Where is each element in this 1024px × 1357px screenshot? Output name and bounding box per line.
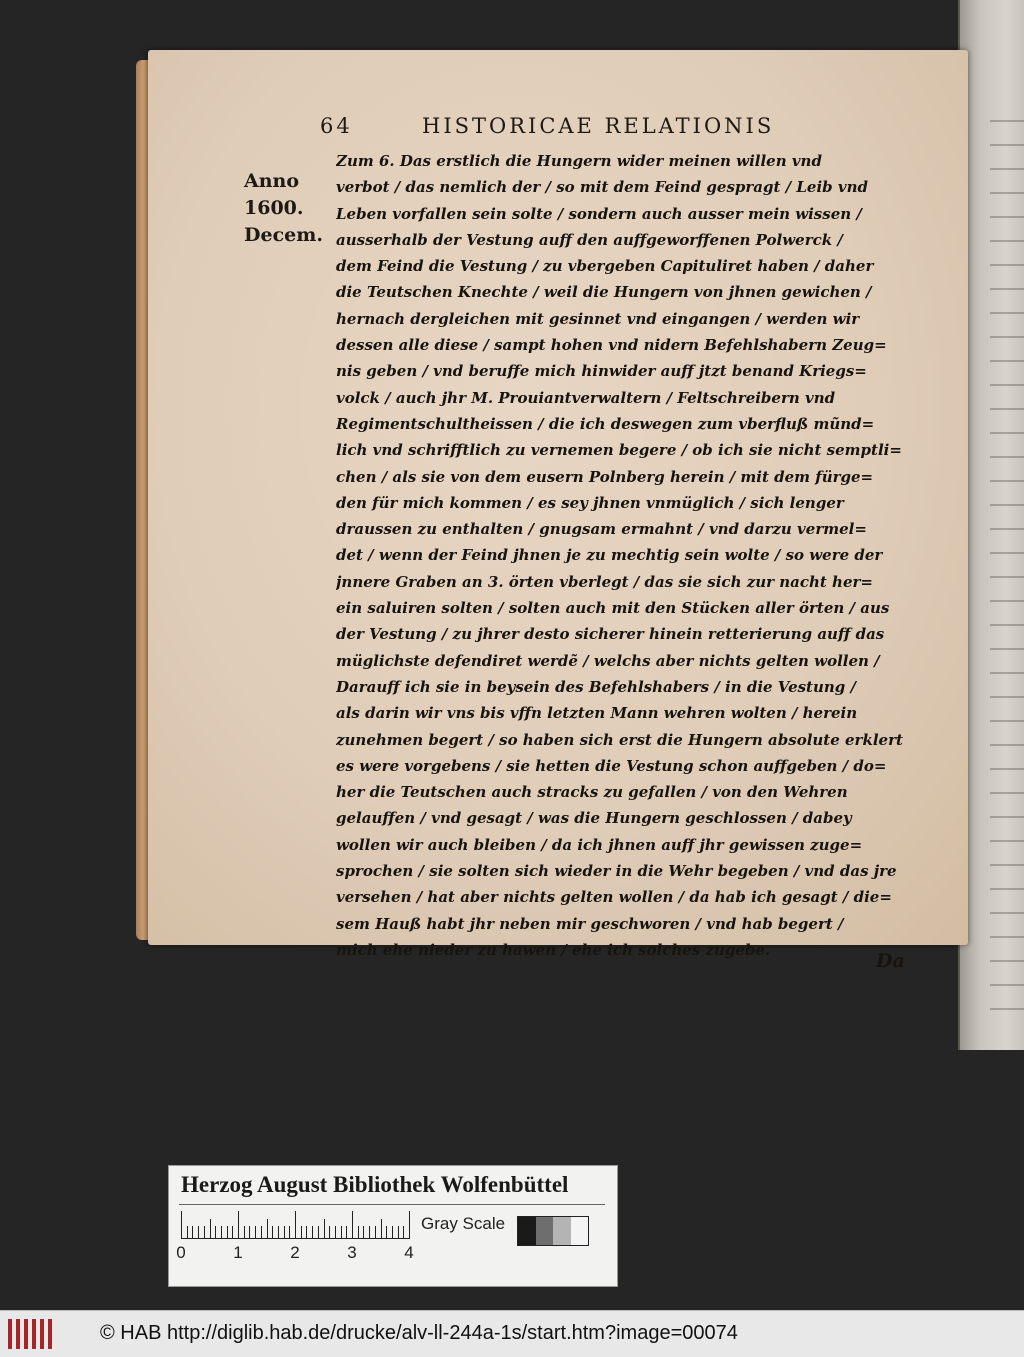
ruler-tick bbox=[329, 1226, 330, 1239]
ruler-tick bbox=[403, 1226, 404, 1239]
text-line: det / wenn der Feind jhnen je zu mechtig sein wolte / so were der bbox=[336, 546, 883, 565]
text-line: der Vestung / zu jhrer desto sicherer hinein retterierung auff das bbox=[336, 625, 885, 644]
text-line: dessen alle diese / sampt hohen vnd nidern Befehlshabern Zeug= bbox=[336, 336, 887, 355]
ruler-tick bbox=[221, 1226, 222, 1239]
gray-swatch bbox=[571, 1217, 589, 1245]
ruler-tick bbox=[187, 1226, 188, 1239]
text-line: verbot / das nemlich der / so mit dem Feind gespragt / Leib vnd bbox=[336, 178, 868, 197]
ruler-tick bbox=[358, 1226, 359, 1239]
ruler-tick bbox=[392, 1226, 393, 1239]
body-text bbox=[336, 148, 914, 963]
text-line: versehen / hat aber nichts gelten wollen / da hab ich gesagt / die= bbox=[336, 888, 892, 907]
running-title: HISTORICAE RELATIONIS bbox=[422, 114, 775, 138]
text-line: draussen zu enthalten / gnugsam ermahnt / vnd darzu vermel= bbox=[336, 520, 867, 539]
divider bbox=[179, 1204, 605, 1205]
ruler-tick bbox=[324, 1219, 325, 1239]
ruler-tick bbox=[272, 1226, 273, 1239]
ruler-tick bbox=[244, 1226, 245, 1239]
ruler-tick bbox=[381, 1219, 382, 1239]
ruler-tick bbox=[261, 1226, 262, 1239]
ruler-tick bbox=[312, 1226, 313, 1239]
text-line: jnnere Graben an 3. örten vberlegt / das sie sich zur nacht her= bbox=[336, 572, 873, 591]
library-name: Herzog August Bibliothek Wolfenbüttel bbox=[181, 1172, 569, 1197]
text-line: die Teutschen Knechte / weil die Hungern von jhnen gewichen / bbox=[336, 283, 872, 302]
marginal-date-note bbox=[244, 168, 344, 249]
footer-bar bbox=[0, 1310, 1024, 1357]
ruler-tick bbox=[398, 1226, 399, 1239]
text-line: nis geben / vnd beruffe mich hinwider auff jtzt benand Kriegs= bbox=[336, 362, 867, 381]
text-line: Darauff ich sie in beysein des Befehlshabers / in die Vestung / bbox=[336, 677, 856, 696]
ruler-tick bbox=[192, 1226, 193, 1239]
ruler-tick bbox=[210, 1219, 211, 1239]
text-line: zunehmen begert / so haben sich erst die Hungern absolute erklert bbox=[336, 730, 903, 749]
text-line: ausserhalb der Vestung auff den auffgeworffenen Polwerck / bbox=[336, 230, 843, 249]
ruler-tick bbox=[278, 1226, 279, 1239]
ruler-number: 2 bbox=[290, 1243, 300, 1262]
facing-page-bleed bbox=[990, 120, 1024, 1020]
ruler-number: 3 bbox=[347, 1243, 357, 1262]
ruler-tick bbox=[363, 1226, 364, 1239]
text-line: als darin wir vns bis vffn letzten Mann wehren wolten / herein bbox=[336, 704, 858, 723]
text-line: her die Teutschen auch stracks zu gefallen / von den Wehren bbox=[336, 783, 848, 802]
ruler-tick bbox=[346, 1226, 347, 1239]
page-header bbox=[320, 114, 850, 142]
gray-swatch bbox=[553, 1217, 571, 1245]
ruler-tick bbox=[232, 1226, 233, 1239]
ruler-tick bbox=[375, 1226, 376, 1239]
ruler-tick bbox=[215, 1226, 216, 1239]
hab-logo-icon bbox=[8, 1319, 56, 1349]
margin-line: Decem. bbox=[244, 224, 323, 246]
ruler-tick bbox=[306, 1226, 307, 1239]
margin-line: 1600. bbox=[244, 197, 304, 219]
text-line: ein saluiren solten / solten auch mit den Stücken aller örten / aus bbox=[336, 599, 890, 618]
text-line: chen / als sie von dem eusern Polnberg herein / mit dem fürge= bbox=[336, 467, 874, 486]
ruler-tick bbox=[284, 1226, 285, 1239]
gray-scale-swatches bbox=[517, 1216, 589, 1246]
margin-line: Anno bbox=[244, 170, 300, 192]
text-line: volck / auch jhr M. Prouiantverwaltern / Feltschreibern vnd bbox=[336, 388, 836, 407]
ruler-tick bbox=[409, 1211, 410, 1239]
ruler-tick bbox=[318, 1226, 319, 1239]
text-line: den für mich kommen / es sey jhnen vnmüglich / sich lenger bbox=[336, 493, 844, 512]
ruler-tick bbox=[386, 1226, 387, 1239]
gray-swatch bbox=[518, 1217, 536, 1245]
ruler-tick bbox=[204, 1226, 205, 1239]
text-line: Leben vorfallen sein solte / sondern auch ausser mein wissen / bbox=[336, 204, 862, 223]
ruler-tick bbox=[238, 1211, 239, 1239]
text-line: dem Feind die Vestung / zu vbergeben Capituliret haben / daher bbox=[336, 257, 874, 276]
text-line: müglichste defendiret werdẽ / welchs aber nichts gelten wollen / bbox=[336, 651, 880, 670]
ruler-tick bbox=[198, 1226, 199, 1239]
ruler-number: 1 bbox=[233, 1243, 243, 1262]
ruler-tick bbox=[249, 1226, 250, 1239]
text-line: Zum 6. Das erstlich die Hungern wider meinen willen vnd bbox=[336, 152, 822, 170]
page-number: 64 bbox=[320, 114, 353, 138]
color-target-card bbox=[168, 1165, 618, 1287]
text-line: es were vorgebens / sie hetten die Vestung schon auffgeben / do= bbox=[336, 756, 887, 775]
text-line: sprochen / sie solten sich wieder in die Wehr begeben / vnd das jre bbox=[336, 862, 897, 881]
text-line: hernach dergleichen mit gesinnet vnd eingangen / werden wir bbox=[336, 309, 860, 328]
text-line: sem Hauß habt jhr neben mir geschworen / vnd hab begert / bbox=[336, 914, 844, 933]
ruler-tick bbox=[301, 1226, 302, 1239]
text-line: Regimentschultheissen / die ich deswegen zum vberfluß mũnd= bbox=[336, 414, 875, 433]
ruler-tick bbox=[335, 1226, 336, 1239]
text-line: mich ehe nieder zu hawen / ehe ich solches zugebe. bbox=[336, 940, 771, 959]
catchword: Da bbox=[876, 950, 905, 972]
copyright-url: © HAB http://diglib.hab.de/drucke/alv-ll-244a-1s/start.htm?image=00074 bbox=[100, 1322, 738, 1344]
ruler-tick bbox=[227, 1226, 228, 1239]
ruler-tick bbox=[267, 1219, 268, 1239]
ruler-tick bbox=[352, 1211, 353, 1239]
gray-scale-label: Gray Scale bbox=[421, 1214, 506, 1233]
ruler-tick bbox=[369, 1226, 370, 1239]
ruler-tick bbox=[295, 1211, 296, 1239]
ruler-tick bbox=[255, 1226, 256, 1239]
gray-swatch bbox=[536, 1217, 554, 1245]
text-line: gelauffen / vnd gesagt / was die Hungern geschlossen / dabey bbox=[336, 809, 852, 828]
scale-ruler bbox=[181, 1211, 409, 1239]
ruler-tick bbox=[289, 1226, 290, 1239]
text-line: lich vnd schrifftlich zu vernemen begere / ob ich sie nicht semptli= bbox=[336, 441, 902, 460]
ruler-number: 0 bbox=[176, 1243, 186, 1262]
ruler-tick bbox=[181, 1211, 182, 1239]
ruler-number: 4 bbox=[404, 1243, 414, 1262]
ruler-tick bbox=[341, 1226, 342, 1239]
text-line: wollen wir auch bleiben / da ich jhnen auff jhr gewissen zuge= bbox=[336, 835, 863, 854]
